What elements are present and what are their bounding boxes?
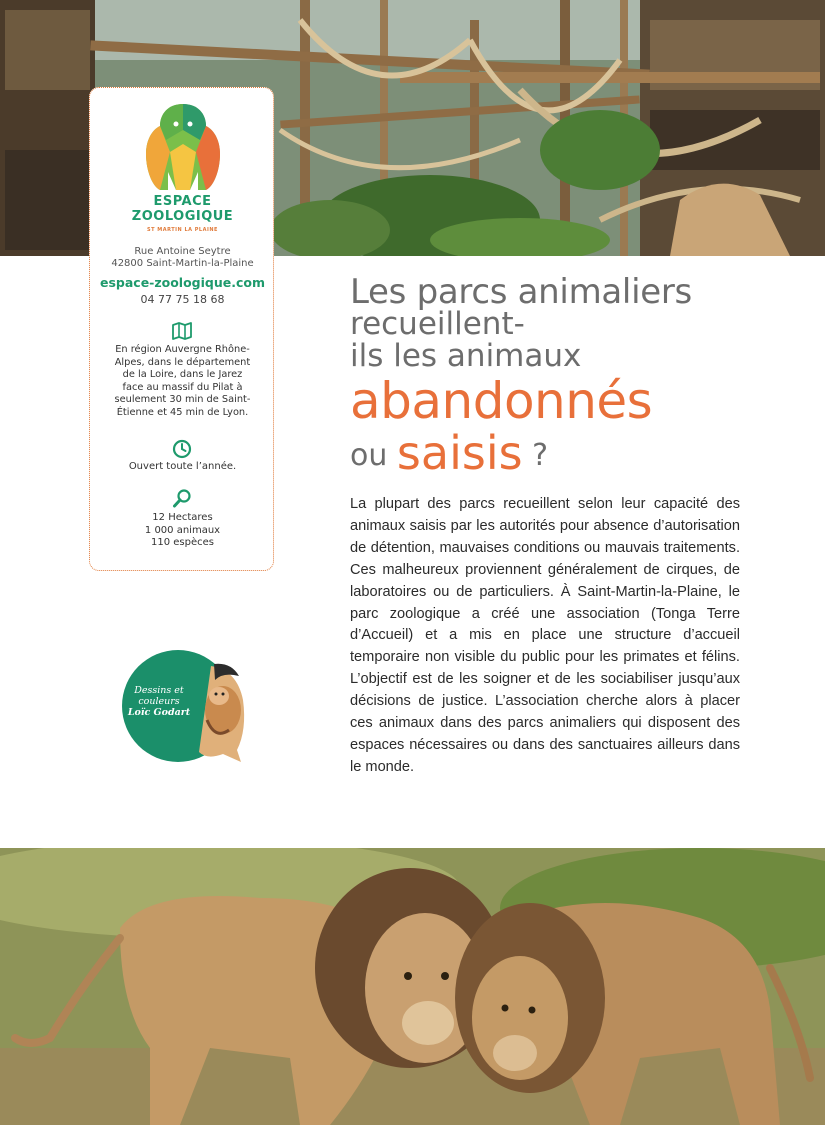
stat-area: 12 Hectares [152, 512, 213, 523]
lions-photo [0, 848, 825, 1125]
logo-subtitle: ST MARTIN LA PLAINE [147, 227, 218, 233]
address-street: Rue Antoine Seytre [134, 246, 231, 257]
magnifier-icon [171, 488, 193, 510]
info-card [89, 87, 274, 571]
article-body: La plupart des parcs recueillent selon leur capacité des animaux saisis par les autorités pour absence d’autorisation de détention, mauvaises conditions ou mauvais traitements. Ces malheureux proviennent généralement de cirques, de laboratoires ou de particuliers. À Saint-Martin-la-Plaine, le parc zoologique a créé une association (Tonga Terre d’Accueil) et a mis en place une structure d’accueil temporaire non visible du public pour les primates et félins. L’objectif est de les soigner et de les sociabiliser jusqu’aux décisions de justice. L’association cherche alors à placer ces animaux dans des parcs animaliers qui disposent des espaces nécessaires ou dans des sanctuaires ailleurs dans le monde. [350, 496, 740, 775]
phone-number: 04 77 75 18 68 [140, 293, 225, 306]
stat-animals: 1 000 animaux [144, 524, 221, 536]
region-description: En région Auvergne Rhône- Alpes, dans le département de la Loire, dans le Jarez face au massif du Pilat à seulement 30 min de Saint- Étienne et 45 min de Lyon. [114, 344, 251, 418]
website-link[interactable]: espace-zoologique.com [99, 275, 266, 290]
address-city: 42800 Saint-Martin-la-Plaine [111, 258, 254, 269]
stat-species: 110 espèces [151, 537, 214, 548]
clock-icon [171, 438, 193, 460]
credit-text: Dessins et couleurs Loïc Godart [120, 685, 198, 718]
title-highlight-abandoned: abandonnés [350, 372, 653, 430]
credit-author: Loïc Godart [127, 707, 191, 718]
gorilla-logo-icon [140, 100, 226, 192]
title-highlight-seized: saisis [396, 426, 523, 480]
logo-name-line1: ESPACE [153, 194, 212, 209]
logo-name-line2: ZOOLOGIQUE [131, 209, 234, 224]
opening-hours: Ouvert toute l’année. [128, 461, 237, 472]
map-icon [171, 320, 193, 342]
park-stats [90, 512, 275, 550]
